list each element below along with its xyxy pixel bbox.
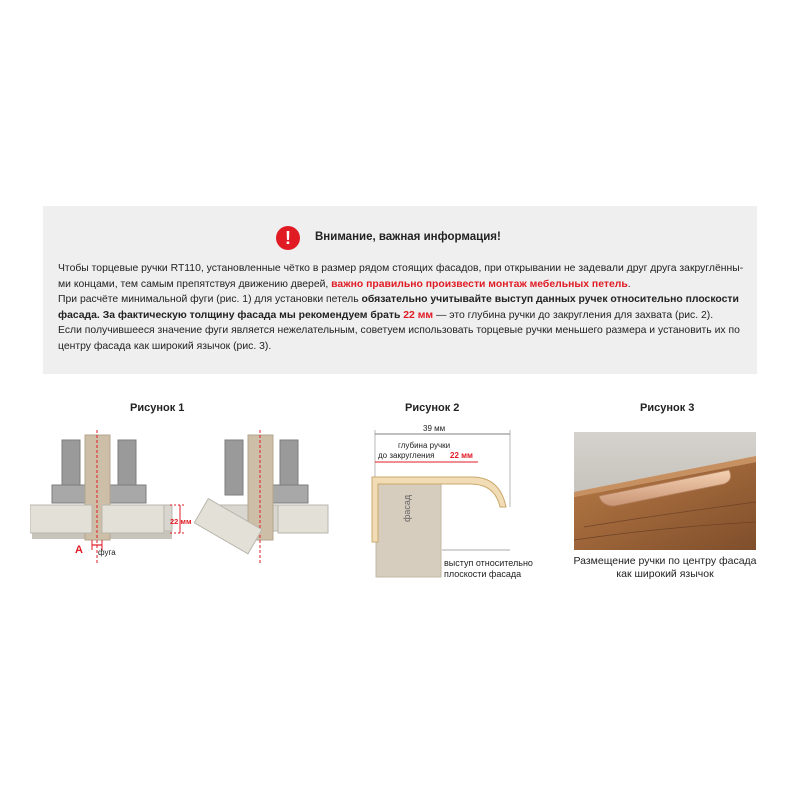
notice-p2-highlight: 22 мм [403, 309, 434, 321]
depth-label-line-1: глубина ручки [398, 441, 451, 450]
notice-box [43, 206, 757, 374]
notice-body [58, 261, 748, 355]
notice-paragraph-2 [58, 292, 748, 323]
notice-p1-highlight: важно правильно произвести монтаж мебельных петель [331, 278, 628, 290]
figure-1-title: Рисунок 1 [130, 402, 185, 414]
notice-paragraph-3: Если получившееся значение фуги является нежелательным, советуем использовать торцевые ручки меньшего размера и установить их по центру фасада как широкий язычок (рис. 3). [58, 325, 740, 352]
dimension-39mm-label: 39 мм [423, 424, 446, 433]
figure-3-caption [565, 555, 765, 581]
notice-paragraph-1 [58, 261, 748, 292]
notice-p2-text: При расчёте минимальной фуги (рис. 1) для установки петель [58, 294, 362, 306]
figure-1-diagram [30, 425, 340, 575]
label-a: А [75, 544, 83, 556]
exclamation-icon: ! [276, 226, 300, 250]
facade-label: фасад [402, 494, 412, 522]
notice-title: Внимание, важная информация! [315, 231, 501, 243]
notice-p2-end: — это глубина ручки до закругления для захвата (рис. 2). [433, 309, 714, 321]
notice-header [43, 226, 757, 252]
notice-p1-text: Чтобы торцевые ручки RT110, установленные чётко в размер рядом стоящих фасадов, при открывании не задевали друг друга закруглённы- ми концами, тем самым препятствуя движению дверей, [58, 263, 744, 290]
figure-3-caption-line-1: Размещение ручки по центру фасада [573, 555, 757, 567]
figure-3-photo [574, 432, 756, 550]
dimension-22mm-label: 22 мм [170, 517, 192, 526]
figure-2-title: Рисунок 2 [405, 402, 460, 414]
figure-2-diagram [360, 422, 545, 582]
label-fuga: фуга [98, 548, 116, 557]
figure-3-caption-line-2: как широкий язычок [616, 568, 714, 580]
notice-p2-bold: обязательно учитывайте выступ данных ручек относительно плоскости фасада. За фактическую толщину фасада мы рекомендуем брать [58, 294, 739, 321]
notice-p1-end: . [627, 278, 631, 290]
protrusion-label-line-2: плоскости фасада [444, 569, 522, 579]
depth-value-label: 22 мм [450, 451, 473, 460]
hinge-diagram-closed [30, 430, 192, 565]
depth-label-line-2: до закругления [378, 451, 435, 460]
hinge-diagram-open [194, 430, 328, 565]
protrusion-label-line-1: выступ относительно [444, 558, 533, 568]
figure-3-title: Рисунок 3 [640, 402, 695, 414]
